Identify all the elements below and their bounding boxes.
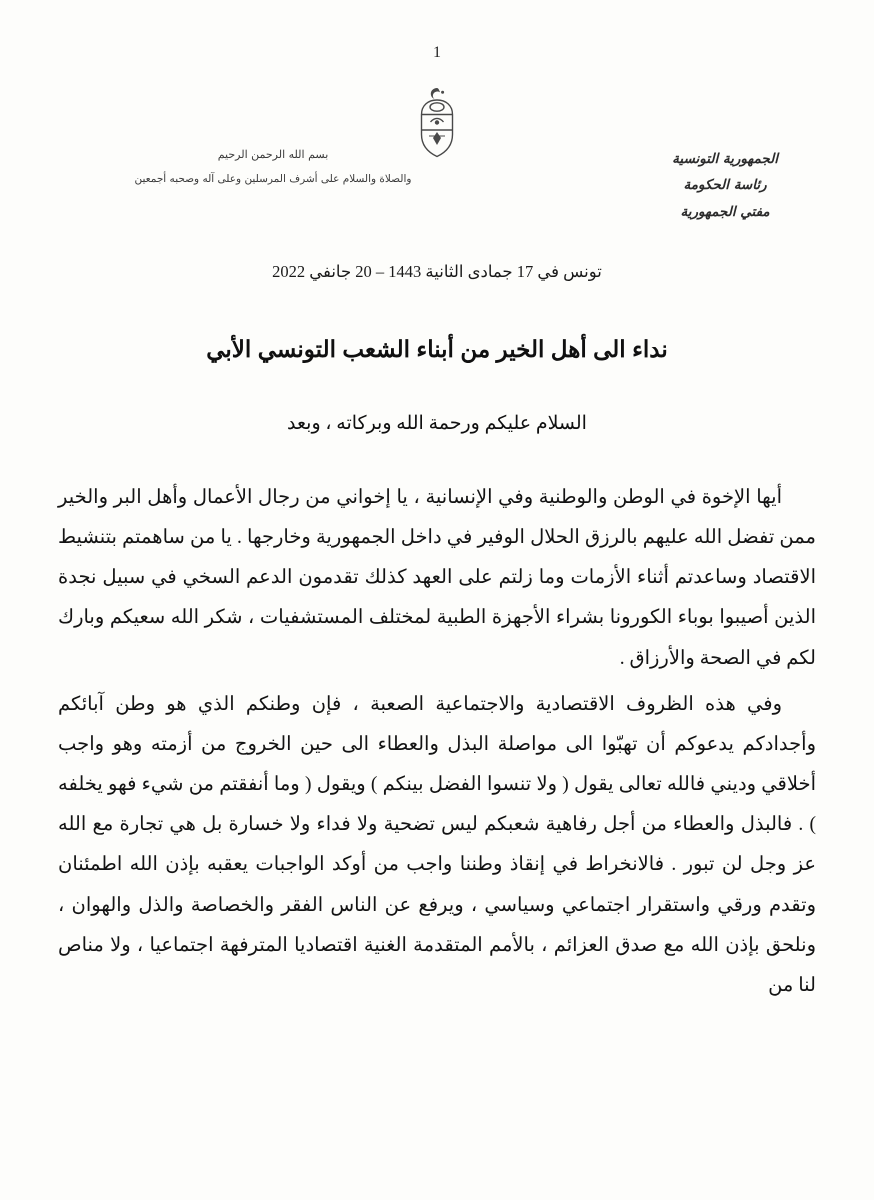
dateline: تونس في 17 جمادى الثانية 1443 – 20 جانفي 2022: [272, 262, 602, 281]
document-body: [58, 478, 816, 1006]
basmala-line-1: بسم الله الرحمن الرحيم: [217, 148, 329, 161]
greeting-line: السلام عليكم ورحمة الله وبركاته ، وبعد: [287, 413, 587, 434]
republic-header-line-3: مفتي الجمهورية: [680, 203, 770, 220]
basmala-line-2: والصلاة والسلام على أشرف المرسلين وعلى آله وصحبه أجمعين: [134, 173, 412, 185]
body-paragraph: أيها الإخوة في الوطن والوطنية وفي الإنسانية ، يا إخواني من رجال الأعمال وأهل البر والخير ممن تفضل الله عليهم بالرزق الحلال الوفير في داخل الجمهورية وخارجها . يا من ساهمتم بتنشيط الاقتصاد وساعدتم أثناء الأزمات وما زلتم على العهد كذلك تقدمون الدعم السخي في سبيل نجدة الذين أصيبوا بوباء الكورونا بشراء الأجهزة الطبية لمختلف المستشفيات ، شكر الله سعيكم وبارك لكم في الصحة والأرزاق .: [58, 487, 816, 669]
page-title: نداء الى أهل الخير من أبناء الشعب التونسي الأبي: [206, 336, 668, 362]
republic-header-line-2: رئاسة الحكومة: [683, 177, 767, 194]
basmala-block: [108, 148, 438, 185]
page-number: 1: [433, 44, 441, 61]
body-paragraph: وفي هذه الظروف الاقتصادية والاجتماعية الصعبة ، فإن وطنكم الذي هو وطن آبائكم وأجدادكم يدعوكم أن تهبّوا الى مواصلة البذل والعطاء الى حين الخروج من أزمته وهو واجب أخلاقي وديني فالله تعالى يقول ( ولا تنسوا الفضل بينكم ) ويقول ( وما أنفقتم من شيء فهو يخلفه ) . فالبذل والعطاء من أجل رفاهية شعبكم ليس تضحية ولا فداء ولا خسارة بل هي تجارة مع الله عز وجل لن تبور . فالانخراط في إنقاذ وطننا واجب من أوكد الواجبات يعقبه بإذن الله اطمئنان وتقدم ورقي واستقرار اجتماعي وسياسي ، ويرفع عن الناس الفقر والخصاصة والذل والهوان ، ونلحق بإذن الله مع صدق العزائم ، بالأمم المتقدمة الغنية اقتصاديا المترفهة اجتماعيا ، ولا مناص لنا من: [58, 693, 816, 996]
republic-header: [672, 146, 778, 225]
republic-header-line-1: الجمهورية التونسية: [672, 151, 778, 167]
